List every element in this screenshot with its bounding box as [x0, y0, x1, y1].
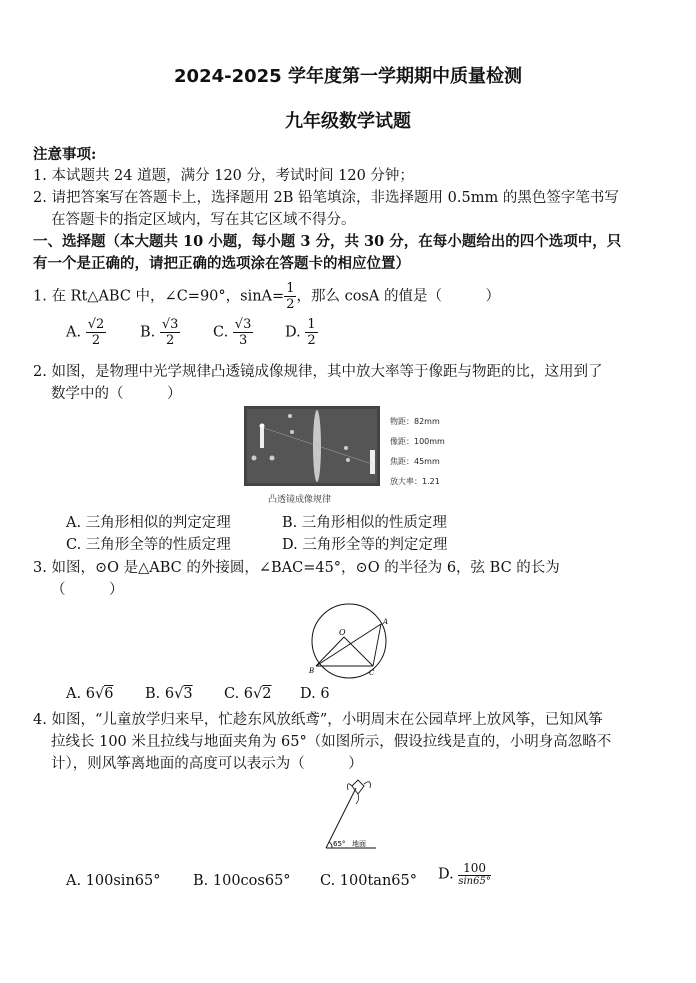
lens-caption: 凸透镜成像规律 [268, 495, 332, 505]
point-c-label: C [369, 669, 375, 677]
point-b-label: B [309, 667, 315, 675]
q4-option-a: A. 100sin65° [66, 873, 161, 889]
point-a-label: A [383, 618, 389, 626]
q3-option-d-coef: 6 [320, 686, 330, 702]
q3-option-b-radicand: 3 [183, 686, 193, 702]
exam-title: 2024-2025 学年度第一学期期中质量检测 [174, 66, 522, 87]
q3-option-b-label: B. [145, 686, 161, 702]
notes-heading: 注意事项: [33, 146, 97, 163]
q3-stem-line1: 3. 如图，⊙O 是△ABC 的外接圆，∠BAC=45°，⊙O 的半径为 6，弦 BC 的长为 [33, 560, 560, 576]
q2-stem-line2: 数学中的（ ） [51, 386, 182, 402]
lens-focal-length: 焦距：45mm [390, 457, 440, 466]
section-1-line2: 有一个是正确的，请把正确的选项涂在答题卡的相应位置） [33, 255, 410, 272]
q1-option-c-num: √3 [234, 317, 252, 332]
q1-option-d-num: 1 [307, 317, 316, 332]
section-1-line1: 一、选择题（本大题共 10 小题，每小题 3 分，共 30 分，在每小题给出的四个选项中，只 [33, 233, 622, 250]
circumcircle-figure [303, 602, 399, 682]
q1-option-c [213, 318, 253, 347]
q1-prefix: 1. 在 Rt△ABC 中，∠C=90°，sinA= [33, 288, 285, 305]
q4-stem-line2: 拉线长 100 米且拉线与地面夹角为 65°（如图所示，假设拉线是直的，小明身高忽略不 [51, 734, 612, 750]
q4-option-c: C. 100tan65° [320, 873, 417, 889]
q3-option-d [300, 686, 330, 702]
q3-option-a-radicand: 6 [104, 686, 114, 702]
kite-figure [318, 776, 388, 852]
q3-option-c [224, 686, 272, 702]
lens-magnification: 放大率：1.21 [390, 477, 440, 486]
ground-label: 地面 [352, 840, 366, 848]
notes-item-2-line2: 在答题卡的指定区域内，写在其它区域不得分。 [51, 212, 356, 228]
q1-option-a-label: A. [66, 324, 82, 341]
exam-subtitle: 九年级数学试题 [285, 111, 411, 132]
q4-stem-line1: 4. 如图，“儿童放学归来早，忙趁东风放纸鸢”，小明周末在公园草坪上放风筝，已知风筝 [33, 712, 603, 728]
q4-option-d-label: D. [438, 866, 454, 883]
sqrt-icon: √ [94, 686, 105, 702]
q1-option-c-den: 3 [238, 333, 248, 348]
q3-option-a-coef: 6 [85, 686, 95, 702]
q1-option-b [140, 318, 180, 347]
lens-image-distance: 像距：100mm [390, 437, 445, 446]
q3-stem-line2: （ ） [51, 582, 124, 598]
q3-option-c-coef: 6 [243, 686, 254, 702]
q2-stem-line1: 2. 如图，是物理中光学规律凸透镜成像规律，其中放大率等于像距与物距的比，这用到了 [33, 364, 603, 380]
point-o-label: O [339, 628, 346, 637]
q3-option-a-label: A. [66, 686, 82, 702]
q2-option-c: C. 三角形全等的性质定理 [66, 537, 231, 553]
q1-option-d [285, 318, 318, 347]
q4-option-d-den: sin65° [458, 876, 491, 887]
q1-option-b-den: 2 [166, 333, 175, 348]
q1-option-d-den: 2 [307, 333, 316, 348]
q1-option-d-label: D. [285, 324, 301, 341]
q1-option-a [66, 318, 106, 347]
q1-suffix: ，那么 cosA 的值是（ ） [296, 288, 500, 305]
q3-option-c-radicand: 2 [262, 686, 272, 702]
q4-option-d [438, 862, 491, 887]
notes-item-1: 1. 本试题共 24 道题，满分 120 分，考试时间 120 分钟； [33, 168, 414, 184]
q1-frac-num: 1 [286, 281, 295, 296]
q1-option-b-num: √3 [161, 317, 179, 332]
q4-option-d-num: 100 [458, 862, 491, 876]
lens-object-distance: 物距：82mm [390, 417, 440, 426]
q3-option-b [145, 686, 193, 702]
lens-photo [244, 406, 380, 486]
sqrt-icon: √ [174, 686, 184, 702]
q3-option-b-coef: 6 [164, 686, 175, 702]
q1-option-c-label: C. [213, 324, 229, 341]
q1-option-a-den: 2 [91, 333, 101, 348]
q2-option-d: D. 三角形全等的判定定理 [282, 537, 448, 553]
q1-stem [33, 282, 500, 311]
lens-photo-drawing [244, 406, 380, 486]
q1-option-b-label: B. [140, 324, 156, 341]
q1-option-a-num: √2 [87, 317, 105, 332]
notes-item-2-line1: 2. 请把答案写在答题卡上，选择题用 2B 铅笔填涂，非选择题用 0.5mm 的黑色签字笔书写 [33, 190, 619, 206]
q3-option-a [66, 686, 113, 702]
q2-option-a: A. 三角形相似的判定定理 [66, 515, 231, 531]
sqrt-icon: √ [253, 686, 263, 702]
q4-stem-line3: 计），则风筝离地面的高度可以表示为（ ） [51, 756, 363, 772]
q4-option-b: B. 100cos65° [193, 873, 291, 889]
angle-label: 65° [333, 840, 346, 848]
q1-fraction [284, 282, 296, 311]
q3-option-c-label: C. [224, 686, 240, 702]
q1-frac-den: 2 [286, 297, 295, 312]
q3-option-d-label: D. [300, 686, 316, 702]
q2-option-b: B. 三角形相似的性质定理 [282, 515, 447, 531]
